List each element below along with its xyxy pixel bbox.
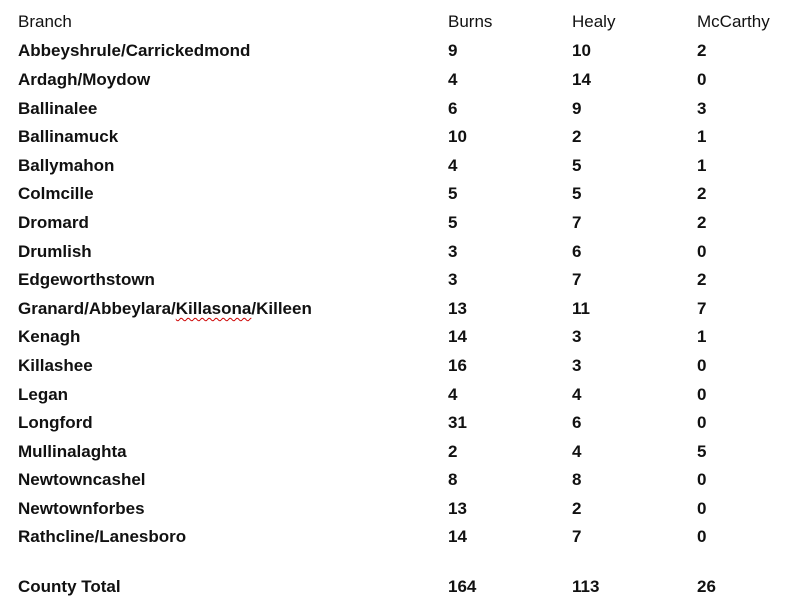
header-burns: Burns xyxy=(448,12,493,31)
healy-count: 14 xyxy=(572,70,591,89)
table-row xyxy=(0,381,800,409)
mccarthy-total: 26 xyxy=(697,577,716,596)
healy-count: 11 xyxy=(572,299,590,318)
healy-count: 5 xyxy=(572,156,582,175)
burns-count: 5 xyxy=(448,184,458,203)
branch-name: Drumlish xyxy=(18,242,92,261)
mccarthy-count: 3 xyxy=(697,99,707,118)
branch-name xyxy=(18,295,312,323)
branch-name: Newtowncashel xyxy=(18,470,146,489)
burns-total: 164 xyxy=(448,577,477,596)
healy-count: 10 xyxy=(572,41,591,60)
table-row xyxy=(0,523,800,551)
table-row xyxy=(0,180,800,208)
healy-count: 3 xyxy=(572,356,582,375)
table-row xyxy=(0,123,800,151)
healy-count: 4 xyxy=(572,442,582,461)
burns-count: 5 xyxy=(448,213,458,232)
healy-count: 6 xyxy=(572,413,582,432)
burns-count: 14 xyxy=(448,327,467,346)
branch-name: Killashee xyxy=(18,356,93,375)
healy-count: 6 xyxy=(572,242,582,261)
mccarthy-count: 0 xyxy=(697,413,707,432)
branch-name: Ballinamuck xyxy=(18,127,119,146)
table-row xyxy=(0,209,800,237)
burns-count: 4 xyxy=(448,156,458,175)
branch-name: Mullinalaghta xyxy=(18,442,127,461)
burns-count: 8 xyxy=(448,470,458,489)
county-total-row xyxy=(0,573,800,601)
burns-count: 4 xyxy=(448,385,458,404)
burns-count: 16 xyxy=(448,356,467,375)
mccarthy-count: 2 xyxy=(697,270,707,289)
mccarthy-count: 0 xyxy=(697,242,707,261)
branch-name: Colmcille xyxy=(18,184,94,203)
burns-count: 9 xyxy=(448,41,458,60)
mccarthy-count: 0 xyxy=(697,527,707,546)
mccarthy-count: 5 xyxy=(697,442,707,461)
healy-count: 2 xyxy=(572,499,582,518)
healy-count: 7 xyxy=(572,527,582,546)
burns-count: 14 xyxy=(448,527,467,546)
healy-count: 9 xyxy=(572,99,582,118)
table-row xyxy=(0,495,800,523)
healy-count: 7 xyxy=(572,270,582,289)
burns-count: 13 xyxy=(448,499,467,518)
mccarthy-count: 2 xyxy=(697,184,707,203)
branch-name-part: /Killeen xyxy=(251,299,312,318)
mccarthy-count: 0 xyxy=(697,356,707,375)
county-total-label: County Total xyxy=(18,577,121,596)
branch-name: Rathcline/Lanesboro xyxy=(18,527,187,546)
table-row xyxy=(0,295,800,323)
table-row xyxy=(0,466,800,494)
healy-count: 3 xyxy=(572,327,582,346)
healy-count: 7 xyxy=(572,213,582,232)
burns-count: 3 xyxy=(448,242,458,261)
mccarthy-count: 1 xyxy=(697,327,707,346)
table-header xyxy=(0,8,800,36)
healy-total: 113 xyxy=(572,577,600,596)
branch-name: Edgeworthstown xyxy=(18,270,155,289)
burns-count: 2 xyxy=(448,442,458,461)
header-mccarthy: McCarthy xyxy=(697,12,770,31)
branch-name: Ballymahon xyxy=(18,156,115,175)
branch-name-part: Granard/Abbeylara/ xyxy=(18,299,176,318)
table-row xyxy=(0,438,800,466)
branch-name: Longford xyxy=(18,413,93,432)
header-healy: Healy xyxy=(572,12,616,31)
branch-name: Ballinalee xyxy=(18,99,98,118)
table-row xyxy=(0,409,800,437)
healy-count: 8 xyxy=(572,470,582,489)
table-row xyxy=(0,37,800,65)
mccarthy-count: 1 xyxy=(697,127,707,146)
table-row xyxy=(0,266,800,294)
burns-count: 31 xyxy=(448,413,467,432)
branch-name: Kenagh xyxy=(18,327,81,346)
header-branch: Branch xyxy=(18,12,72,31)
burns-count: 3 xyxy=(448,270,458,289)
burns-count: 13 xyxy=(448,299,467,318)
mccarthy-count: 1 xyxy=(697,156,707,175)
table-row xyxy=(0,352,800,380)
table-row xyxy=(0,238,800,266)
healy-count: 4 xyxy=(572,385,582,404)
table-row xyxy=(0,152,800,180)
healy-count: 5 xyxy=(572,184,582,203)
branch-name: Ardagh/Moydow xyxy=(18,70,151,89)
mccarthy-count: 0 xyxy=(697,470,707,489)
burns-count: 10 xyxy=(448,127,467,146)
branch-name: Abbeyshrule/Carrickedmond xyxy=(18,41,251,60)
branch-name: Newtownforbes xyxy=(18,499,145,518)
burns-count: 6 xyxy=(448,99,458,118)
spellcheck-flagged-word: Killasona xyxy=(175,299,252,318)
table-row xyxy=(0,323,800,351)
healy-count: 2 xyxy=(572,127,582,146)
table-row xyxy=(0,95,800,123)
table-row xyxy=(0,66,800,94)
mccarthy-count: 2 xyxy=(697,213,707,232)
mccarthy-count: 0 xyxy=(697,385,707,404)
mccarthy-count: 0 xyxy=(697,70,707,89)
branch-name: Legan xyxy=(18,385,69,404)
burns-count: 4 xyxy=(448,70,458,89)
mccarthy-count: 2 xyxy=(697,41,707,60)
mccarthy-count: 7 xyxy=(697,299,707,318)
branch-name: Dromard xyxy=(18,213,89,232)
mccarthy-count: 0 xyxy=(697,499,707,518)
